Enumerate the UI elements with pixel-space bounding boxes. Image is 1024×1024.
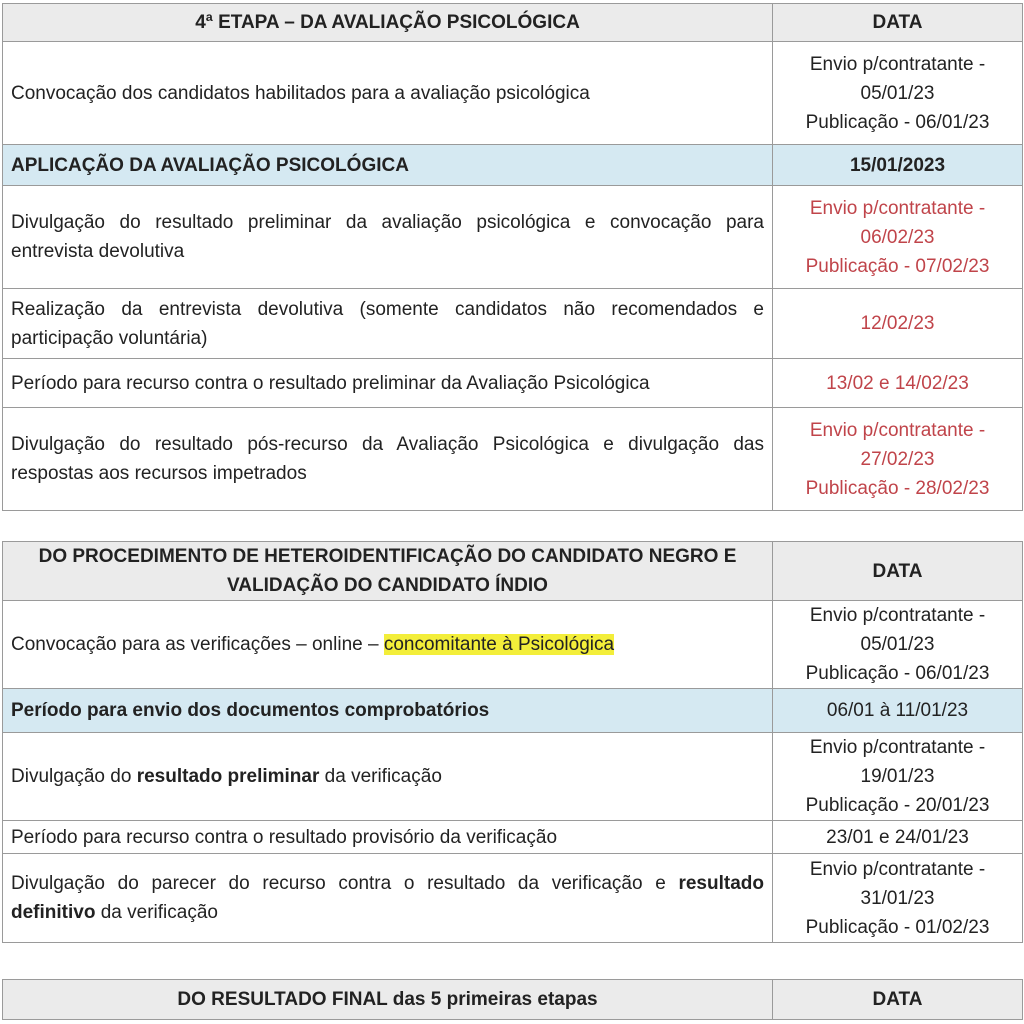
row-description <box>3 733 773 821</box>
row-date <box>773 408 1023 511</box>
etapa4-header-row <box>3 4 1023 42</box>
date-line: 15/01/2023 <box>849 154 946 176</box>
etapa4-date-header: DATA <box>773 4 1023 42</box>
date-line: 31/01/23 <box>860 887 935 909</box>
table-row <box>3 408 1023 511</box>
date-line: Publicação - 07/02/23 <box>805 255 990 277</box>
table-row <box>3 289 1023 359</box>
resultado-final-date-header: DATA <box>773 980 1023 1020</box>
table-row <box>3 359 1023 408</box>
date-line: Envio p/contratante - <box>809 737 986 758</box>
row-text: Divulgação do parecer do recurso contra o resultado da verificação e <box>11 873 679 894</box>
row-date <box>773 821 1023 854</box>
date-line: Publicação - 01/02/23 <box>805 916 990 938</box>
row-date <box>773 689 1023 733</box>
date-line: 05/01/23 <box>860 82 935 104</box>
row-description <box>3 854 773 943</box>
date-line: Envio p/contratante - <box>809 605 986 626</box>
bold-text: resultado preliminar <box>136 766 320 787</box>
date-line: Publicação - 28/02/23 <box>805 477 990 499</box>
highlighted-text: concomitante à Psicológica <box>383 634 615 655</box>
bold-text: resultado definitivo <box>11 873 764 923</box>
table-row <box>3 42 1023 145</box>
resultado-final-title: DO RESULTADO FINAL das 5 primeiras etapas <box>3 980 773 1020</box>
row-date <box>773 289 1023 359</box>
heteroidentificacao-header-row <box>3 542 1023 601</box>
title-line: VALIDAÇÃO DO CANDIDATO ÍNDIO <box>227 575 548 596</box>
row-date <box>773 145 1023 186</box>
row-description: Período para recurso contra o resultado preliminar da Avaliação Psicológica <box>3 359 773 408</box>
row-date <box>773 42 1023 145</box>
row-date <box>773 359 1023 408</box>
row-description <box>3 601 773 689</box>
date-line: 06/01 à 11/01/23 <box>826 700 969 721</box>
table-row <box>3 821 1023 854</box>
row-description: Divulgação do resultado preliminar da avaliação psicológica e convocação para entrevista devolutiva <box>3 186 773 289</box>
row-description: Período para recurso contra o resultado provisório da verificação <box>3 821 773 854</box>
heteroidentificacao-title <box>3 542 773 601</box>
date-line: 19/01/23 <box>860 766 935 787</box>
heteroidentificacao-table <box>2 541 1023 943</box>
title-line: DO PROCEDIMENTO DE HETEROIDENTIFICAÇÃO DO CANDIDATO NEGRO E <box>38 546 737 567</box>
table-row-highlight <box>3 689 1023 733</box>
date-line: Envio p/contratante - <box>809 197 986 219</box>
table-row <box>3 854 1023 943</box>
row-text: Divulgação do <box>11 766 137 787</box>
date-line: 06/02/23 <box>860 226 935 248</box>
row-date <box>773 601 1023 689</box>
date-line: Publicação - 06/01/23 <box>805 111 990 133</box>
row-description: Convocação dos candidatos habilitados para a avaliação psicológica <box>3 42 773 145</box>
row-text: Convocação para as verificações – online – <box>11 634 384 655</box>
date-line: Envio p/contratante - <box>809 858 986 880</box>
row-date <box>773 733 1023 821</box>
resultado-final-table <box>2 979 1023 1020</box>
row-text: da verificação <box>95 902 218 923</box>
table-row-highlight <box>3 145 1023 186</box>
row-description: Período para envio dos documentos comprobatórios <box>3 689 773 733</box>
row-description: Realização da entrevista devolutiva (somente candidatos não recomendados e participação voluntária) <box>3 289 773 359</box>
date-line: 12/02/23 <box>860 313 935 334</box>
date-line: 13/02 e 14/02/23 <box>826 372 969 394</box>
row-description: Divulgação do resultado pós-recurso da Avaliação Psicológica e divulgação das respostas aos recursos impetrados <box>3 408 773 511</box>
date-line: 27/02/23 <box>860 448 935 470</box>
row-date <box>773 186 1023 289</box>
table-row <box>3 601 1023 689</box>
resultado-final-header-row <box>3 980 1023 1020</box>
row-date <box>773 854 1023 943</box>
heteroidentificacao-date-header: DATA <box>773 542 1023 601</box>
row-description: APLICAÇÃO DA AVALIAÇÃO PSICOLÓGICA <box>3 145 773 186</box>
date-line: 05/01/23 <box>860 634 935 655</box>
date-line: Envio p/contratante - <box>809 419 986 441</box>
row-text: da verificação <box>319 766 442 787</box>
table-row <box>3 733 1023 821</box>
table-row <box>3 186 1023 289</box>
etapa4-table <box>2 3 1023 511</box>
date-line: 23/01 e 24/01/23 <box>826 826 969 848</box>
date-line: Envio p/contratante - <box>809 53 986 75</box>
etapa4-title: 4ª ETAPA – DA AVALIAÇÃO PSICOLÓGICA <box>3 4 773 42</box>
date-line: Publicação - 06/01/23 <box>805 663 990 684</box>
date-line: Publicação - 20/01/23 <box>805 795 990 816</box>
